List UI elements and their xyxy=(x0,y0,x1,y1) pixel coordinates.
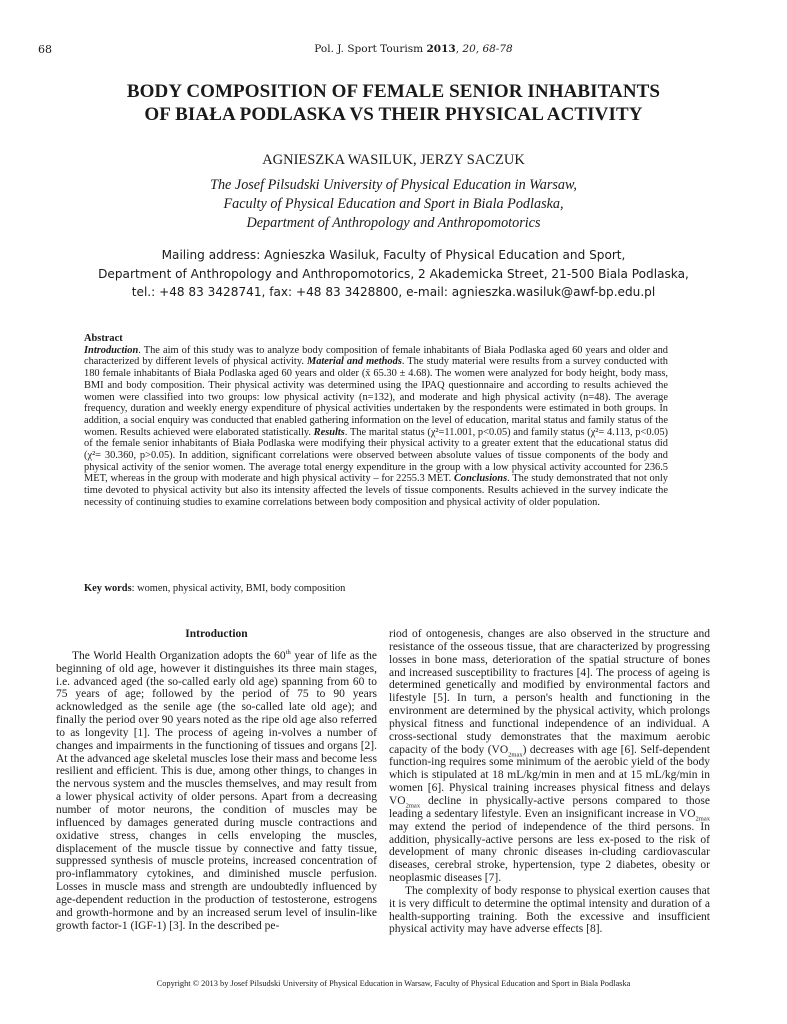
affiliation-line-1: The Josef Pilsudski University of Physical Education in Warsaw, xyxy=(210,177,577,193)
abstract-intro-label: Introduction xyxy=(84,344,139,356)
intro-text: riod of ontogenesis, changes are also observed in the structure and resistance of the osseous tissue, that are characterized by progressing losses in bone mass, deterioration of the spatial structure of bones and increased susceptibility to fractures [4]. The process of ageing is determined genetically and modified by environmental factors and lifestyle [5]. In turn, a person's health and functioning in the environment are determined by the physical activity, which prolongs physical fitness and functional independence of an individual. A cross-sectional study demonstrates that the maximum aerobic capacity of the body (VO xyxy=(389,628,710,756)
keywords-label: Key words xyxy=(84,583,132,594)
affiliation xyxy=(40,176,747,233)
intro-paragraph-2: The complexity of body response to physical exertion causes that it is very difficult to determine the optimal intensity and duration of a health-supporting training. Both the excessive and insufficient physical activity may have adverse effects [8]. xyxy=(389,884,710,936)
authors: AGNIESZKA WASILUK, JERZY SACZUK xyxy=(262,152,525,168)
paper-title xyxy=(40,80,747,126)
copyright-footer: Copyright © 2013 by Josef Pilsudski University of Physical Education in Warsaw, Faculty of Physical Education and Sport in Biala Podlaska xyxy=(156,979,631,988)
page-number: 68 xyxy=(38,43,52,56)
affiliation-line-2: Faculty of Physical Education and Sport in Biala Podlaska, xyxy=(223,196,564,212)
keywords-text: : women, physical activity, BMI, body composition xyxy=(131,583,346,594)
running-header: Pol. J. Sport Tourism 2013, 20, 68-78 xyxy=(314,43,513,55)
title-line-2: OF BIAŁA PODLASKA VS THEIR PHYSICAL ACTIVITY xyxy=(144,104,643,125)
keywords xyxy=(84,583,345,594)
body-column-left xyxy=(56,628,377,932)
intro-text: ) decreases with age [6]. Self-dependent function-ing requires some minimum of the aerobic yield of the body which is stipulated at 18 mL/kg/min in men and at 15 mL/kg/min in women [6]. Physical training increases physical fitness and delays VO xyxy=(389,743,710,807)
body-column-right xyxy=(389,628,710,936)
mailing-address xyxy=(40,246,747,302)
journal-volume: 20, 68-78 xyxy=(462,43,513,55)
abstract-methods-label: Material and methods xyxy=(306,356,402,368)
introduction-heading: Introduction xyxy=(185,628,248,640)
abstract-conclusions-label: Conclusions xyxy=(454,473,508,485)
abstract-heading: Abstract xyxy=(84,333,123,344)
mailing-line-3: tel.: +48 83 3428741, fax: +48 83 3428800, e-mail: agnieszka.wasiluk@awf-bp.edu.pl xyxy=(131,285,656,299)
abstract-methods-text: . The study material were results from a survey conducted with 180 female inhabitants of Biała Podlaska aged 60 years and older (x̄ 65.30 ± 4.68). The women were analyzed for body height, body mass, BMI and body composition. Their physical activity was determined using the IPAQ questionnaire and according to results achieved the women were classified into two groups: low physical activity (n=132), and moderate and high physical activity (n=48). The average frequency, duration and weekly energy expenditure of physical activities undertaken by the respondents were estimated in both groups. In addition, a social enquiry was conducted that enabled gathering information on the level of education, marital status and family status of the women. Results achieved were elaborated statistically. xyxy=(84,356,668,438)
title-line-1: BODY COMPOSITION OF FEMALE SENIOR INHABITANTS xyxy=(126,81,661,102)
abstract-results-label: Results xyxy=(313,426,345,438)
affiliation-line-3: Department of Anthropology and Anthropomotorics xyxy=(246,215,541,231)
journal-name: Pol. J. Sport Tourism xyxy=(314,43,424,55)
abstract-results-text: . The marital status (χ²=11.001, p<0.05) and family status (χ²= 4.113, p<0.05) of the female senior inhabitants of Biała Podlaska were modifying their physical activity to a greater extent that the educational status did (χ²= 30.360, p>0.05). In addition, significant correlations were observed between absolute values of tissue components of the body and physical activity of the senior women. The average total energy expenditure in the group with a low physical activity accounted for 236.5 MET, whereas in the group with moderate and high physical activity – for 2255.3 MET. xyxy=(84,426,668,485)
intro-paragraph-1-cont xyxy=(389,628,710,885)
abstract-intro-text: . The aim of this study was to analyze body composition of female inhabitants of Biała Podlaska aged 60 years and older and characterized by different levels of physical activity. xyxy=(84,344,668,368)
intro-text: may extend the period of independence of the third persons. In addition, physically-active persons are less ex-posed to the risk of development of many chronic diseases in-cluding cardiovascular diseases, cerebral stroke, hypertension, type 2 diabetes, obesity or neoplasmic diseases [7]. xyxy=(389,820,710,885)
vo2max-subscript: 2max xyxy=(508,750,523,758)
mailing-line-1: Mailing address: Agnieszka Wasiluk, Faculty of Physical Education and Sport, xyxy=(161,248,626,262)
intro-text: The World Health Organization adopts the 60 xyxy=(72,649,286,662)
vo2max-subscript: 2max xyxy=(405,802,421,810)
ordinal-superscript: th xyxy=(285,649,291,657)
vo2max-subscript: 2max xyxy=(695,815,710,823)
intro-text: year of life as the beginning of old age, however it distinguishes its three main stages, i.e. advanced aged (the so-called early old age) spanning from 60 to 75 years of age; followed by the period of 75 to 90 years acknowledged as the senile age (the so-called late old age); and finally the period over 90 years noted as the ripe old age also referred to as longevity [1]. The process of ageing in-volves a number of changes and impairments in the functioning of tissues and organs [2]. At the advanced age skeletal muscles lose their mass and become less resilient and efficient. This is due, among other things, to changes in the nervous system and the muscles themselves, and may result from a lower physical activity of older persons. Apart from a decreasing number of motor neurons, the condition of muscles may be influenced by damages generated during muscle contractions and oxidative stress, changes in cells enveloping the muscles, displacement of the muscle tissue by connective and fatty tissue, suppressed synthesis of muscle proteins, increased concentration of pro-inflammatory cytokines, and diminished muscle perfusion. Losses in muscle mass and strength are undoubtedly influenced by age-dependent reduction in the production of testosterone, estrogens and growth-hormone and by an increased serum level of insulin-like growth factor-1 (IGF-1) [3]. In the described pe- xyxy=(56,649,377,932)
intro-paragraph-1 xyxy=(56,650,377,933)
mailing-line-2: Department of Anthropology and Anthropomotorics, 2 Akademicka Street, 21-500 Biala Podlaska, xyxy=(98,266,689,281)
abstract xyxy=(84,333,668,509)
intro-text: decline in physically-active persons compared to those leading a sedentary lifestyle. Even an insignificant increase in VO xyxy=(389,794,710,820)
journal-year: 2013 xyxy=(426,43,456,55)
abstract-conclusions-text: . The study demonstrated that not only time devoted to physical activity but also its intensity affected the levels of tissue components. Results achieved in the survey indicate the necessity of continuing studies to examine correlations between body composition and physical activity of older population. xyxy=(84,473,668,508)
